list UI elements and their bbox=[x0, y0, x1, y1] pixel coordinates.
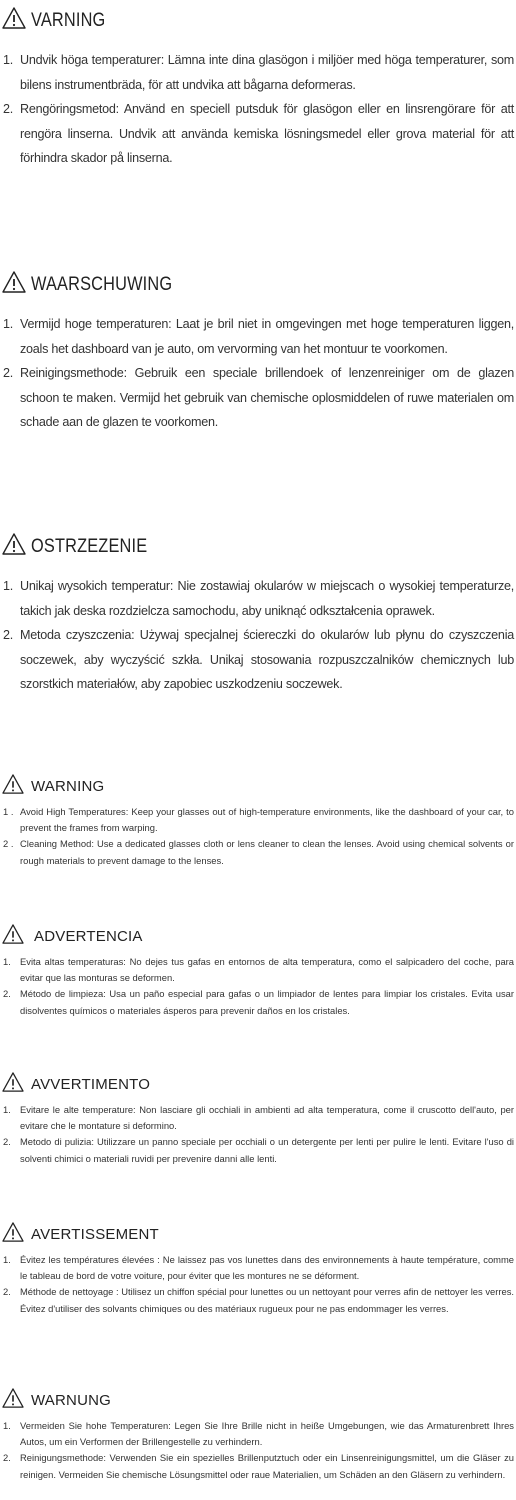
item-number: 1. bbox=[3, 579, 14, 593]
section-heading bbox=[0, 6, 516, 36]
warning-triangle-icon bbox=[2, 774, 24, 794]
section-title: OSTRZEZENIE bbox=[31, 536, 148, 557]
item-text: Unikaj wysokich temperatur: Nie zostawiaj okularów w miejscach o wysokiej temperaturze, takich jak deska rozdzielcza samochodu, aby uniknąć odkształcenia oprawek. bbox=[20, 579, 514, 618]
list-item bbox=[0, 836, 516, 868]
section-title: AVVERTIMENTO bbox=[31, 1076, 151, 1093]
item-text: Évitez les températures élevées : Ne laissez pas vos lunettes dans des environnements à haute température, comme le tableau de bord de votre voiture, pour éviter que les montures ne se déforment. bbox=[20, 1254, 514, 1282]
list-item bbox=[0, 623, 516, 697]
section-heading bbox=[0, 774, 516, 804]
section-heading bbox=[0, 1388, 516, 1418]
item-text: Metodo di pulizia: Utilizzare un panno speciale per occhiali o un detergente per lenti per pulire le lenti. Evitare l'uso di solventi chimici o materiali ruvidi per prevenire danni alle lenti. bbox=[20, 1136, 514, 1164]
section-heading bbox=[0, 1222, 516, 1252]
list-item bbox=[0, 361, 516, 435]
list-item bbox=[0, 1284, 516, 1316]
item-number: 2. bbox=[3, 1286, 11, 1298]
list-item bbox=[0, 1450, 516, 1482]
warning-triangle-icon bbox=[2, 1222, 24, 1242]
item-number: 1. bbox=[3, 1254, 11, 1265]
warning-section-german bbox=[0, 1388, 516, 1480]
item-text: Vermijd hoge temperaturen: Laat je bril niet in omgevingen met hoge temperaturen liggen, zoals het dashboard van je auto, om vervorming van het montuur te voorkomen. bbox=[20, 317, 514, 356]
section-heading bbox=[0, 270, 516, 300]
warning-triangle-icon bbox=[2, 532, 26, 556]
item-number: 1. bbox=[3, 53, 14, 67]
item-number: 2. bbox=[3, 366, 14, 380]
instruction-list bbox=[0, 1252, 516, 1317]
warning-triangle-icon bbox=[2, 1072, 24, 1092]
section-title: VARNING bbox=[31, 10, 106, 31]
item-number: 1 . bbox=[3, 806, 14, 817]
item-text: Evita altas temperaturas: No dejes tus gafas en entornos de alta temperatura, como el salpicadero del coche, para evitar que las monturas se deformen. bbox=[20, 956, 514, 984]
instruction-list bbox=[0, 312, 516, 435]
item-number: 2. bbox=[3, 1136, 11, 1148]
item-number: 2. bbox=[3, 102, 14, 116]
item-number: 2 . bbox=[3, 838, 14, 850]
section-title: AVERTISSEMENT bbox=[31, 1226, 159, 1243]
item-text: Metoda czyszczenia: Używaj specjalnej ściereczki do okularów lub płynu do czyszczenia soczewek, aby wyczyścić szkła. Unikaj stosowania rozpuszczalników chemicznych lub szorstkich materiałów, aby zapobiec uszkodzeniu soczewek. bbox=[20, 628, 514, 691]
warning-section-italian bbox=[0, 1072, 516, 1164]
warning-triangle-icon bbox=[2, 270, 26, 294]
item-text: Método de limpieza: Usa un paño especial para gafas o un limpiador de lentes para limpiar los cristales. Evita usar disolventes químicos o materiales ásperos para prevenir daños en los cristales. bbox=[20, 988, 514, 1016]
instruction-list bbox=[0, 48, 516, 171]
item-number: 2. bbox=[3, 988, 11, 1000]
item-text: Rengöringsmetod: Använd en speciell putsduk för glasögon eller en linsrengörare för att rengöra linserna. Undvik att använda kemiska lösningsmedel eller grova material för att förhindra skador på linserna. bbox=[20, 102, 514, 165]
list-item bbox=[0, 574, 516, 623]
item-text: Evitare le alte temperature: Non lasciare gli occhiali in ambienti ad alta temperatura, come il cruscotto dell'auto, per evitare che le montature si deformino. bbox=[20, 1104, 514, 1132]
warning-triangle-icon bbox=[2, 1388, 24, 1408]
item-text: Reinigingsmethode: Gebruik een speciale brillendoek of lenzenreiniger om de glazen schoon te maken. Vermijd het gebruik van chemische oplosmiddelen of ruwe materialen om schade aan de glazen te voorkomen. bbox=[20, 366, 514, 429]
item-number: 1. bbox=[3, 956, 11, 967]
list-item bbox=[0, 97, 516, 171]
section-title: WARNUNG bbox=[31, 1392, 112, 1409]
section-heading bbox=[0, 532, 516, 562]
warning-section-dutch bbox=[0, 270, 516, 429]
list-item bbox=[0, 48, 516, 97]
instruction-list bbox=[0, 954, 516, 1019]
list-item bbox=[0, 1252, 516, 1284]
warning-section-swedish bbox=[0, 6, 516, 165]
instruction-list bbox=[0, 574, 516, 697]
item-text: Avoid High Temperatures: Keep your glasses out of high-temperature environments, like the dashboard of your car, to prevent the frames from warping. bbox=[20, 806, 514, 834]
item-text: Cleaning Method: Use a dedicated glasses cloth or lens cleaner to clean the lenses. Avoid using chemical solvents or rough materials to prevent damage to the lenses. bbox=[20, 838, 514, 866]
item-text: Vermeiden Sie hohe Temperaturen: Legen Sie Ihre Brille nicht in heiße Umgebungen, wie das Armaturenbrett Ihres Autos, um ein Verformen der Brillengestelle zu verhindern. bbox=[20, 1420, 514, 1448]
section-title: WAARSCHUWING bbox=[31, 274, 173, 295]
section-title: WARNING bbox=[31, 778, 105, 795]
list-item bbox=[0, 1102, 516, 1134]
instruction-list bbox=[0, 1418, 516, 1483]
list-item bbox=[0, 1418, 516, 1450]
section-title: ADVERTENCIA bbox=[34, 928, 143, 945]
section-heading bbox=[0, 924, 516, 954]
section-heading bbox=[0, 1072, 516, 1102]
warning-section-english bbox=[0, 774, 516, 866]
warning-triangle-icon bbox=[2, 6, 26, 30]
list-item bbox=[0, 954, 516, 986]
instruction-list bbox=[0, 1102, 516, 1167]
warning-section-french bbox=[0, 1222, 516, 1314]
item-number: 1. bbox=[3, 1420, 11, 1431]
warning-section-spanish bbox=[0, 924, 516, 1016]
warning-triangle-icon bbox=[2, 924, 24, 944]
list-item bbox=[0, 312, 516, 361]
list-item bbox=[0, 1134, 516, 1166]
item-number: 1. bbox=[3, 1104, 11, 1115]
instruction-list bbox=[0, 804, 516, 869]
item-number: 2. bbox=[3, 628, 14, 642]
item-text: Undvik höga temperaturer: Lämna inte dina glasögon i miljöer med höga temperaturer, som bilens instrumentbräda, för att undvika att bågarna deformeras. bbox=[20, 53, 514, 92]
item-text: Reinigungsmethode: Verwenden Sie ein spezielles Brillenputztuch oder ein Linsenreinigungsmittel, um die Gläser zu reinigen. Vermeiden Sie chemische Lösungsmittel oder raue Materialien, um Schäden an den Gläsern zu verhindern. bbox=[20, 1452, 514, 1480]
list-item bbox=[0, 986, 516, 1018]
list-item bbox=[0, 804, 516, 836]
item-number: 2. bbox=[3, 1452, 11, 1464]
warning-section-polish bbox=[0, 532, 516, 691]
item-number: 1. bbox=[3, 317, 14, 331]
item-text: Méthode de nettoyage : Utilisez un chiffon spécial pour lunettes ou un nettoyant pour verres afin de nettoyer les verres. Évitez d'utiliser des solvants chimiques ou des matériaux rugueux pour ne pas endommager les verres. bbox=[20, 1286, 514, 1314]
